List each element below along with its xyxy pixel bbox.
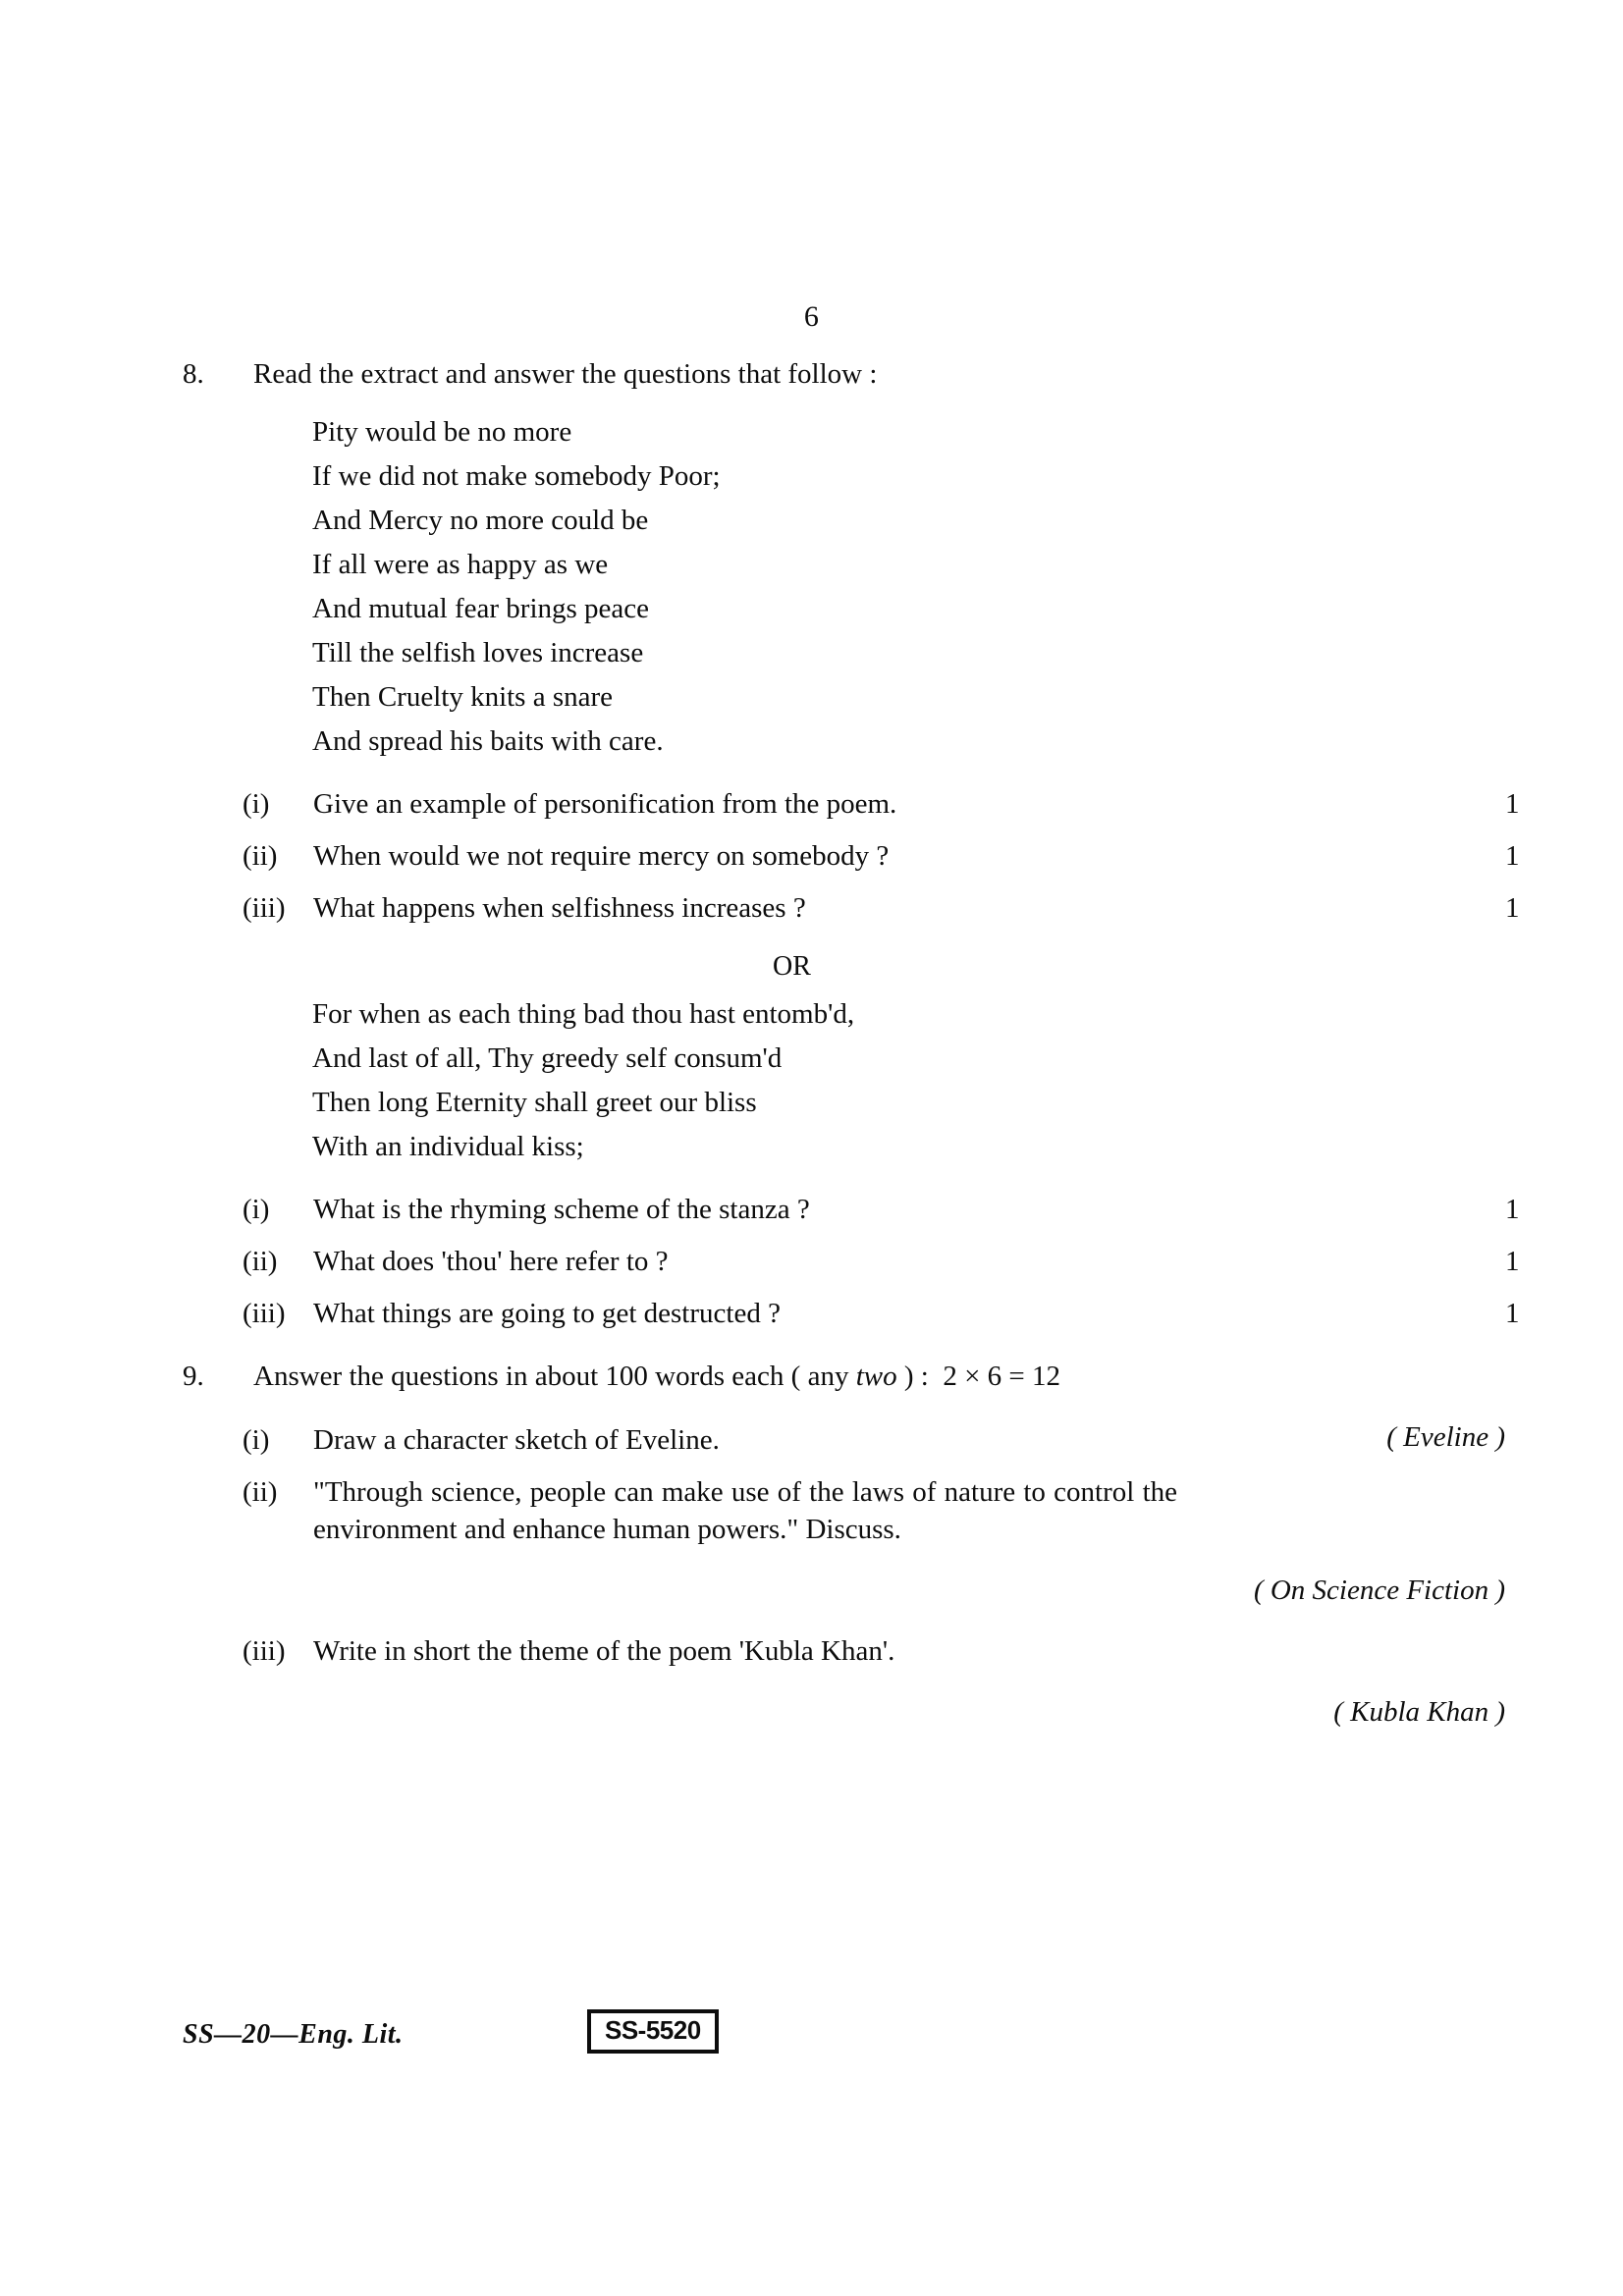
sub-question-text: What things are going to get destructed ? [313,1297,781,1329]
question-9-prompt-italic: two [855,1361,897,1393]
sub-question-marks: 1 [1505,1245,1520,1277]
extract-a-line: And Mercy no more could be [312,505,649,537]
sub-question-reference: ( Eveline ) [1386,1420,1505,1453]
extract-b [0,997,1623,1162]
page-content [0,355,1623,1729]
sub-question-text: Write in short the theme of the poem 'Kubla Khan'. [313,1635,895,1668]
sub-question-text: Give an example of personification from the poem. [313,788,897,821]
page-footer [0,1962,1623,2296]
extract-b-line: Then long Eternity shall greet our bliss [312,1086,757,1118]
page-number: 6 [803,300,820,333]
extract-a-line: Till the selfish loves increase [312,637,644,669]
extract-a-line: And mutual fear brings peace [312,593,650,625]
sub-question-label: (i) [243,788,270,821]
sub-question-marks: 1 [1505,1297,1520,1329]
extract-a-line: Pity would be no more [312,416,572,449]
sub-question-row [0,1421,1623,1460]
sub-question-label: (ii) [243,1475,278,1508]
sub-question-text: What happens when selfishness increases ? [313,891,806,924]
sub-question-row [0,1295,1623,1333]
sub-question-text: "Through science, people can make use of the laws of nature to control the environment and enhance human powers." Discuss. [313,1475,1177,1546]
extract-a-line: Then Cruelty knits a snare [312,681,614,714]
sub-question-reference: ( Kubla Khan ) [1333,1696,1505,1729]
sub-question-row [0,1632,1623,1671]
question-9-number: 9. [183,1361,204,1393]
sub-question-row [0,785,1623,824]
sub-question-row [0,1243,1623,1281]
sub-question-row [0,889,1623,928]
question-9-row [0,1358,1623,1395]
sub-question-label: (ii) [243,840,278,873]
question-9-prompt-after: ) : [896,1361,929,1393]
extract-b-line: And last of all, Thy greedy self consum'd [312,1041,783,1074]
extract-b-line: With an individual kiss; [312,1130,584,1162]
sub-question-row [0,837,1623,876]
paper-code-box: SS-5520 [587,2009,719,2054]
sub-question-label: (i) [243,1423,270,1456]
sub-question-marks: 1 [1505,840,1520,873]
sub-question-label: (iii) [243,1635,286,1668]
sub-question-label: (iii) [243,1297,286,1329]
sub-question-row [0,1473,1623,1550]
question-8-number: 8. [183,358,204,390]
question-9-prompt-before: Answer the questions in about 100 words each ( any [253,1361,856,1393]
question-8-row [0,355,1623,393]
sub-question-row [0,1191,1623,1229]
extract-a [0,418,1623,756]
question-9-prompt [253,1358,1505,1395]
extract-a-line: And spread his baits with care. [312,725,664,758]
extract-a-line: If all were as happy as we [312,549,609,581]
sub-question-text: What does 'thou' here refer to ? [313,1245,669,1277]
sub-question-marks: 1 [1505,788,1520,821]
sheet-code: SS—20—Eng. Lit. [183,2019,404,2050]
sub-question-text: When would we not require mercy on somebody ? [313,840,890,873]
question-8-prompt: Read the extract and answer the questions that follow : [253,358,878,390]
sub-question-label: (i) [243,1193,270,1225]
extract-b-line: For when as each thing bad thou hast entomb'd, [312,997,855,1030]
sub-question-reference: ( On Science Fiction ) [1253,1575,1505,1607]
sub-question-label: (iii) [243,891,286,924]
question-9-marks-formula: 2 × 6 = 12 [943,1361,1061,1393]
sub-question-label: (ii) [243,1245,278,1277]
sub-question-marks: 1 [1505,891,1520,924]
extract-a-line: If we did not make somebody Poor; [312,460,721,493]
sub-question-text: What is the rhyming scheme of the stanza ? [313,1193,810,1225]
or-divider: OR [773,950,811,982]
sub-question-marks: 1 [1505,1193,1520,1225]
sub-question-text: Draw a character sketch of Eveline. [313,1423,720,1456]
